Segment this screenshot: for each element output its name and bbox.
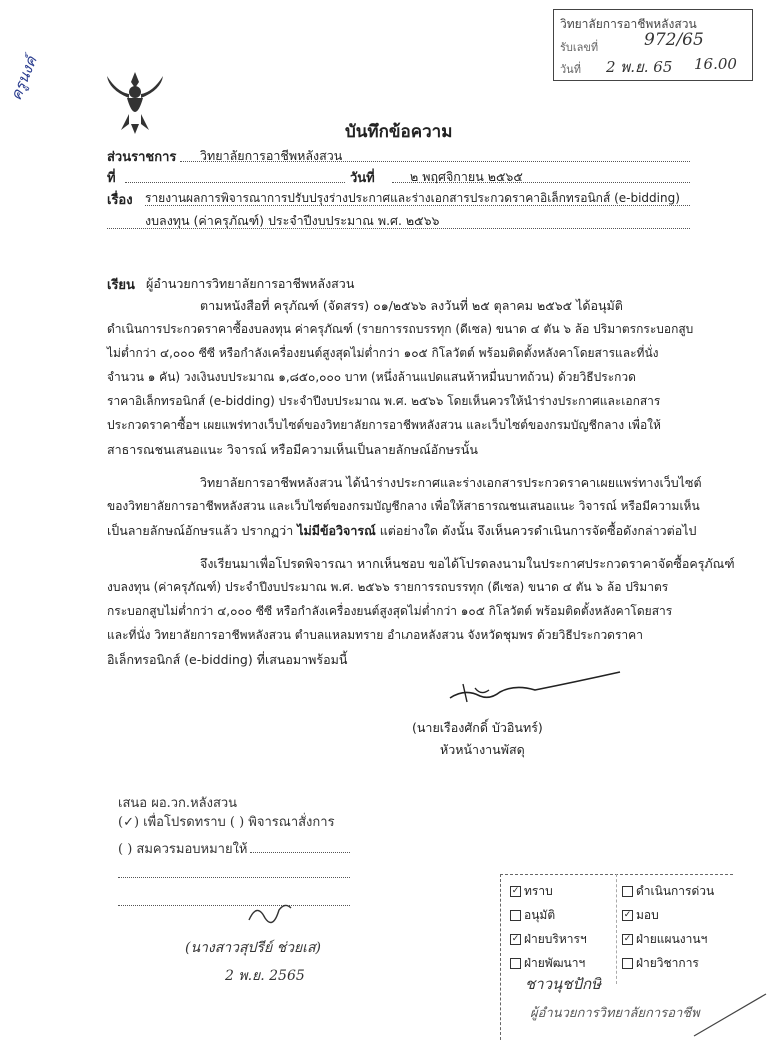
ref-line (125, 182, 345, 183)
receipt-org: วิทยาลัยการอาชีพหลังสวน (560, 17, 697, 31)
receipt-date-label: วันที่ (560, 63, 581, 76)
signature (445, 670, 625, 710)
para2-text: แต่อย่างใด ดังนั้น จึงเห็นควรดำเนินการจัดซื้อดังกล่าวต่อไป (379, 523, 697, 538)
para2-line (107, 521, 696, 541)
signer-position: หัวหน้างานพัสดุ (440, 742, 525, 757)
proposal-dotline (250, 852, 350, 853)
agency-label: ส่วนราชการ (107, 150, 177, 165)
proposal-line-1: เสนอ ผอ.วก.หลังสวน (118, 796, 238, 811)
receipt-no: 972/65 (644, 30, 704, 50)
order-item-assign[interactable]: ✓ มอบ (623, 908, 659, 922)
checkbox-icon: ✓ (511, 886, 520, 896)
checkbox-icon (510, 958, 521, 969)
agency-value: วิทยาลัยการอาชีพหลังสวน (200, 148, 343, 163)
para2-text: เป็นลายลักษณ์อักษรแล้ว ปรากฏว่า (107, 523, 294, 538)
proposal-date: 2 พ.ย. 2565 (225, 968, 305, 984)
date-label: วันที่ (350, 171, 375, 186)
memo-title: บันทึกข้อความ (345, 122, 453, 142)
para3-line: กระบอกสูบไม่ต่ำกว่า ๔,๐๐๐ ซีซี หรือกำลังเครื่องยนต์สูงสุดไม่ต่ำกว่า ๑๐๕ กิโลวัตต์ พร้อมติดตั้งหลังคาโดยสาร (107, 604, 673, 618)
receipt-time: 16.00 (694, 55, 737, 73)
para1-line: ประกวดราคาซื้อฯ เผยแพร่ทางเว็บไซต์ของวิทยาลัยการอาชีพหลังสวน และเว็บไซต์ของกรมบัญชีกลาง เพื่อให้ (107, 418, 661, 432)
para3-line: และที่นั่ง วิทยาลัยการอาชีพหลังสวน ตำบลแหลมทราย อำเภอหลังสวน จังหวัดชุมพร ด้วยวิธีประกวดราคา (107, 628, 643, 642)
para3-line: อิเล็กทรอนิกส์ (e-bidding) ที่เสนอมาพร้อมนี้ (107, 652, 348, 667)
proposal-line-3: ( ) สมควรมอบหมายให้ (118, 842, 248, 857)
checkbox-icon: ✓ (623, 934, 632, 944)
checkbox-icon (622, 958, 633, 969)
para1-line: ราคาอิเล็กทรอนิกส์ (e-bidding) ประจำปีงบประมาณ พ.ศ. ๒๕๖๖ โดยเห็นควรให้นำร่างประกาศและเอกสาร (107, 394, 661, 408)
order-note-1: ชาวนุชปักษิ (525, 975, 601, 993)
proposal-dotline (118, 905, 350, 906)
para2-line: ของวิทยาลัยการอาชีพหลังสวน และเว็บไซต์ของกรมบัญชีกลาง เพื่อให้สาธารณชนเสนอแนะ วิจารณ์ หรือมีความเห็น (107, 499, 700, 513)
handwritten-note: ครูนงค์ (6, 53, 41, 103)
para1-line: สาธารณชนเสนอแนะ วิจารณ์ หรือมีความเห็นเป็นลายลักษณ์อักษรนั้น (107, 442, 478, 457)
subject-line-1: รายงานผลการพิจารณาการปรับปรุงร่างประกาศและร่างเอกสารประกวดราคาอิเล็กทรอนิกส์ (e-bidding) (145, 191, 680, 205)
para1-line: ไม่ต่ำกว่า ๔,๐๐๐ ซีซี หรือกำลังเครื่องยนต์สูงสุดไม่ต่ำกว่า ๑๐๕ กิโลวัตต์ พร้อมติดตั้งหลังคาโดยสารและที่นั่ง (107, 346, 659, 360)
ref-label: ที่ (107, 171, 116, 186)
para1-line: ตามหนังสือที่ ครุภัณฑ์ (จัดสรร) ๐๑/๒๕๖๖ ลงวันที่ ๒๕ ตุลาคม ๒๕๖๕ ได้อนุมัติ (200, 298, 623, 313)
date-value: ๒ พฤศจิกายน ๒๕๖๕ (410, 169, 523, 184)
order-item-admin[interactable]: ✓ ฝ่ายบริหารฯ (511, 932, 587, 946)
para2-line: วิทยาลัยการอาชีพหลังสวน ได้นำร่างประกาศและร่างเอกสารประกวดราคาเผยแพร่ทางเว็บไซต์ (200, 475, 702, 490)
order-box-divider (616, 874, 617, 984)
proposal-line-2: (✓) เพื่อโปรดทราบ ( ) พิจารณาสั่งการ (118, 815, 335, 830)
order-box-scribble (690, 990, 770, 1040)
subject-label: เรื่อง (107, 193, 133, 208)
receipt-no-label: รับเลขที่ (560, 41, 599, 54)
para3-line: งบลงทุน (ค่าครุภัณฑ์) ประจำปีงบประมาณ พ.ศ. ๒๕๖๖ รายการรถบรรทุก (ดีเซล) ขนาด ๔ ตัน ๖ ล้อ ปริมาตร (107, 580, 669, 594)
proposal-dotline (118, 877, 350, 878)
order-item-approve[interactable]: อนุมัติ (510, 906, 555, 925)
checkbox-icon (622, 886, 633, 897)
checkbox-icon (510, 910, 521, 921)
order-item-know[interactable]: ✓ ทราบ (511, 884, 553, 898)
proposal-signer: (นางสาวสุปรีย์ ช่วยเส) (185, 940, 321, 956)
order-item-development[interactable]: ฝ่ายพัฒนาฯ (510, 954, 585, 973)
para3-line: จึงเรียนมาเพื่อโปรดพิจารณา หากเห็นชอบ ขอได้โปรดลงนามในประกาศประกวดราคาจัดซื้อครุภัณฑ์ (200, 556, 735, 571)
para1-line: ดำเนินการประกวดราคาซื้องบลงทุน ค่าครุภัณฑ์ (รายการรถบรรทุก (ดีเซล) ขนาด ๔ ตัน ๖ ล้อ ปริมาตรกระบอกสูบ (107, 322, 694, 336)
subject-underline-1 (145, 205, 690, 206)
subject-line-2: งบลงทุน (ค่าครุภัณฑ์) ประจำปีงบประมาณ พ.ศ. ๒๕๖๖ (145, 213, 440, 228)
checkbox-icon: ✓ (623, 910, 632, 920)
garuda-emblem (105, 68, 165, 136)
subject-underline-2 (107, 228, 690, 229)
salutation-recipient: ผู้อำนวยการวิทยาลัยการอาชีพหลังสวน (146, 276, 355, 291)
signer-name: (นายเรืองศักดิ์ บัวอินทร์) (412, 720, 543, 735)
para1-line: จำนวน ๑ คัน) วงเงินงบประมาณ ๑,๘๕๐,๐๐๐ บาท (หนึ่งล้านแปดแสนห้าหมื่นบาทถ้วน) ด้วยวิธีประกวด (107, 370, 636, 384)
salutation-label: เรียน (107, 278, 135, 293)
order-note-2: ผู้อำนวยการวิทยาลัยการอาชีพ (530, 1006, 700, 1021)
checkbox-icon: ✓ (511, 934, 520, 944)
order-item-urgent[interactable]: ดำเนินการด่วน (622, 882, 714, 901)
order-item-academic[interactable]: ฝ่ายวิชาการ (622, 954, 699, 973)
receipt-stamp (553, 9, 753, 81)
para2-emphasis: ไม่มีข้อวิจารณ์ (297, 523, 376, 538)
receipt-date: 2 พ.ย. 65 (606, 58, 673, 76)
proposal-signature (245, 898, 295, 932)
order-item-planning[interactable]: ✓ ฝ่ายแผนงานฯ (623, 932, 708, 946)
